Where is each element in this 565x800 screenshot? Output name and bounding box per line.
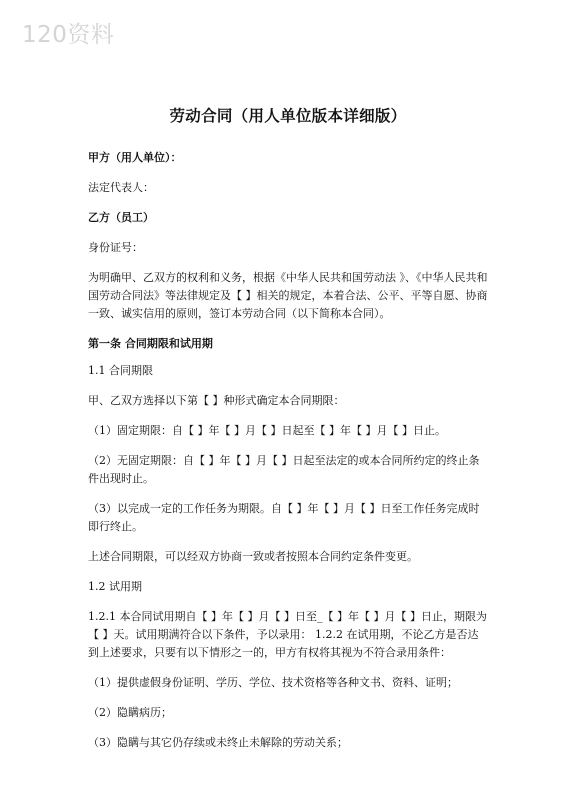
condition-item-3: （3）隐瞒与其它仍存续或未终止未解除的劳动关系； [88, 736, 348, 749]
legal-rep-label: 法定代表人： [88, 181, 154, 194]
condition-item-1: （1）提供虚假身份证明、学历、学位、技术资格等各种文书、资料、证明； [88, 676, 458, 689]
party-b-label: 乙方（员工） [88, 211, 154, 224]
term-option-1: （1）固定期限：自【 】年【 】月【 】日起至【 】年【 】月【 】日止。 [88, 424, 446, 437]
section-1-1-title: 1.1 合同期限 [88, 364, 153, 377]
document-page [88, 104, 488, 760]
term-change-note: 上述合同期限，可以经双方协商一致或者按照本合同约定条件变更。 [88, 550, 418, 563]
section-1-1-intro: 甲、乙双方选择以下第【 】种形式确定本合同期限： [88, 394, 345, 407]
preamble-paragraph: 为明确甲、乙双方的权利和义务，根据《中华人民共和国劳动法 》、《中华人民共和国劳动合同法》等法律规定及【 】相关的规定，本着合法、公平、平等自愿、协商一致、诚实信用的原则，签订本劳动合同（以下简称本合同）。 [88, 271, 488, 320]
term-option-3: （3）以完成一定的工作任务为期限。自【 】年【 】月【 】日至工作任务完成时即行终止。 [88, 502, 480, 533]
term-option-2: （2）无固定期限：自【 】年【 】月【 】日起至法定的或本合同所约定的终止条件出现时止。 [88, 454, 480, 485]
probation-paragraph: 1.2.1 本合同试用期自【 】年【 】月【 】日至_【 】年【 】月【 】日止，期限为【 】天。试用期满符合以下条件，予以录用： 1.2.2 在试用期，不论乙方是否达到上述要求，只要有以下情形之一的，甲方有权将其视为不符合录用条件： [88, 610, 487, 659]
party-a-label: 甲方（用人单位）： [88, 151, 182, 164]
document-title: 劳动合同（用人单位版本详细版） [169, 106, 407, 125]
id-number-label: 身份证号： [88, 241, 143, 254]
article-1-title: 第一条 合同期限和试用期 [88, 337, 213, 350]
watermark-logo: 120资料 [22, 22, 115, 48]
condition-item-2: （2）隐瞒病历； [88, 706, 172, 719]
section-1-2-title: 1.2 试用期 [88, 580, 142, 593]
